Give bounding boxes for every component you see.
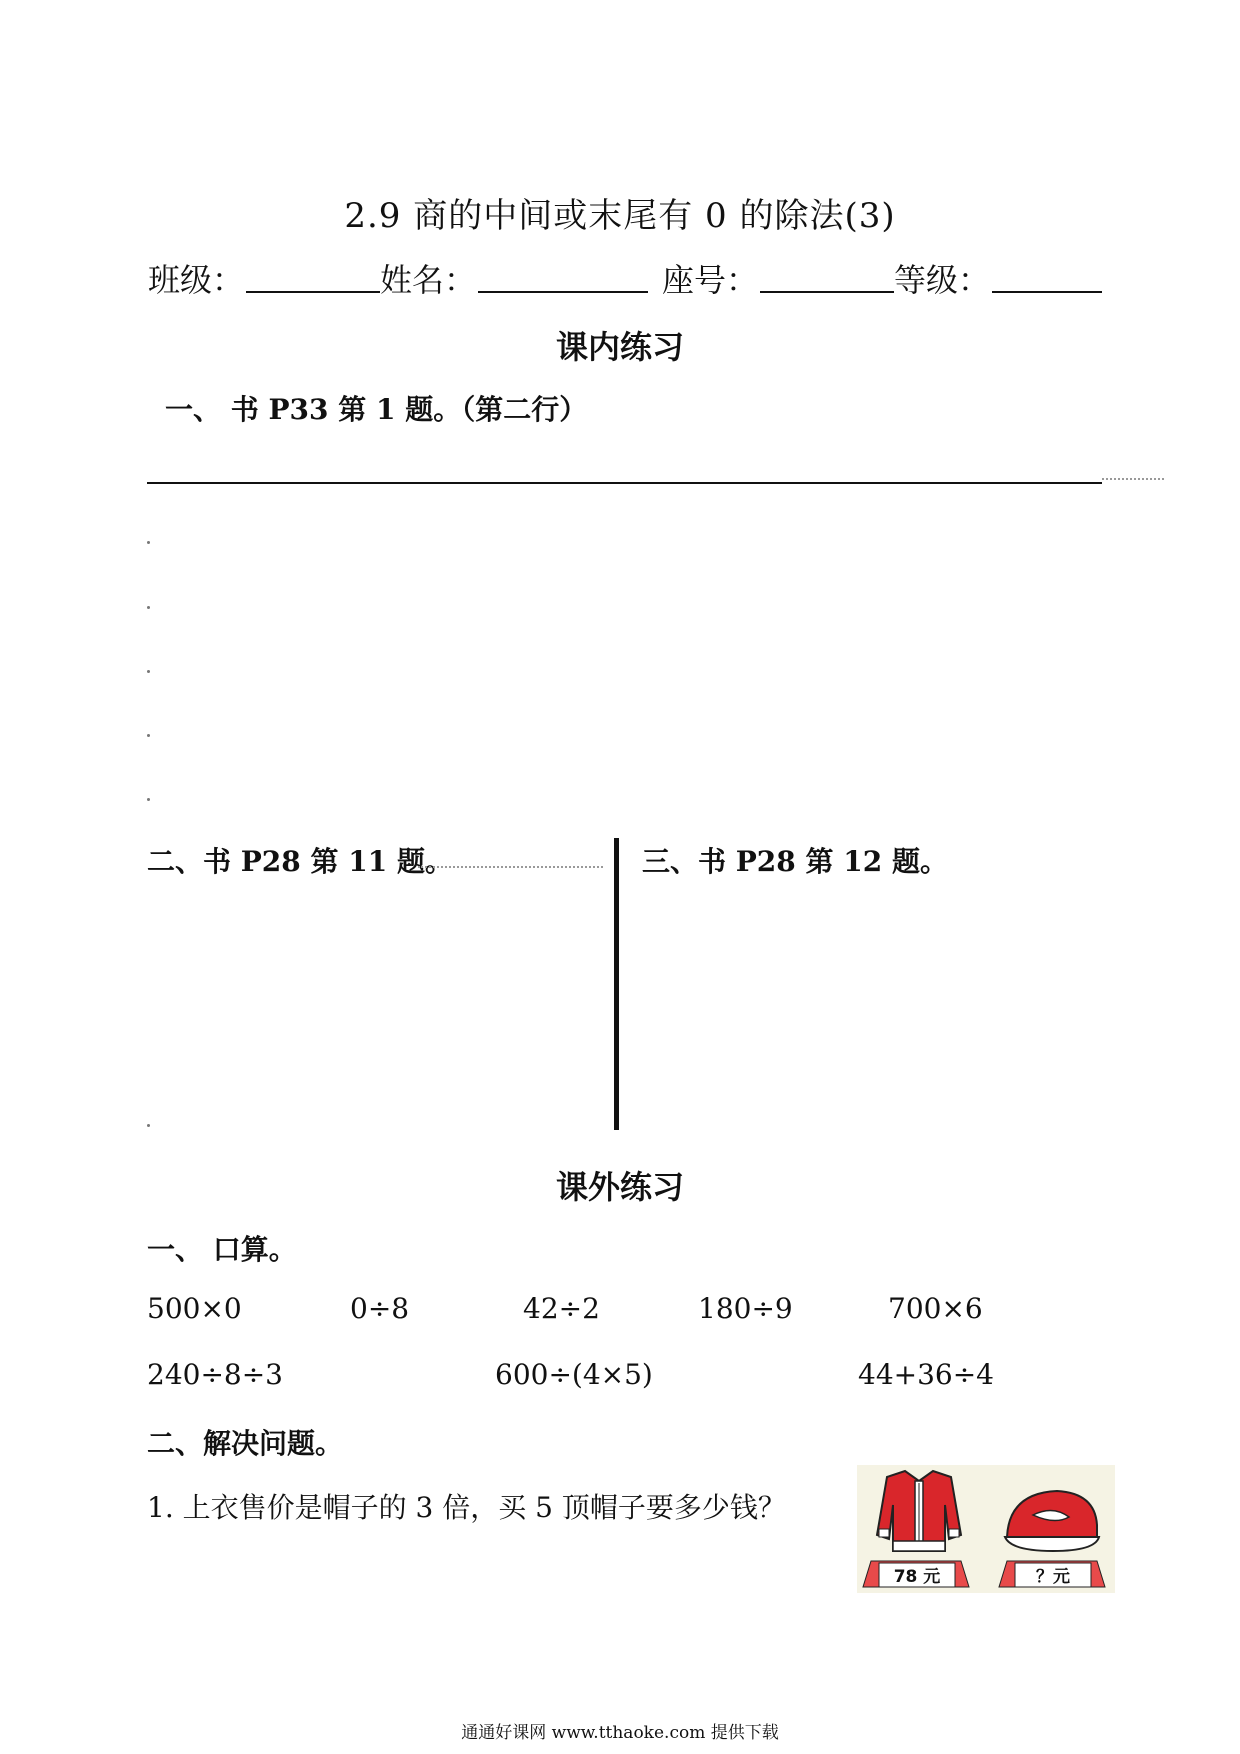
- in-class-heading: 课内练习: [555, 328, 684, 366]
- page-title: 2.9 商的中间或末尾有 0 的除法(3): [344, 196, 896, 236]
- margin-dot: [147, 1124, 150, 1127]
- jacket-cap-picture: [857, 1465, 1115, 1593]
- dotted-extension: [1102, 478, 1164, 480]
- footer-credit: 通通好课网 www.tthaoke.com 提供下载: [461, 1723, 779, 1743]
- dotted-fill: [418, 866, 603, 868]
- section-word-problems: 二、解决问题。: [147, 1427, 344, 1460]
- answer-line: [147, 482, 1102, 484]
- jacket-cap-illustration: [857, 1465, 1115, 1593]
- jacket-price-label: 78 元: [893, 1567, 941, 1587]
- seat-blank[interactable]: [760, 291, 894, 293]
- cap-icon: [1005, 1491, 1099, 1551]
- calc-item: 600÷(4×5): [495, 1358, 653, 1391]
- margin-dot: [147, 670, 150, 673]
- calc-item: 42÷2: [523, 1292, 600, 1325]
- calc-item: 0÷8: [350, 1292, 410, 1325]
- seat-label: 座号：: [662, 261, 759, 299]
- name-label: 姓名：: [380, 261, 477, 299]
- calc-item: 700×6: [888, 1292, 983, 1325]
- question-1: 一、 书 P33 第 1 题。（第二行）: [165, 393, 588, 426]
- margin-dot: [147, 541, 150, 544]
- name-blank[interactable]: [478, 291, 648, 293]
- divider-bar: [614, 838, 619, 1130]
- class-blank[interactable]: [246, 291, 380, 293]
- section-mental-math: 一、 口算。: [147, 1233, 297, 1266]
- calc-item: 180÷9: [698, 1292, 793, 1325]
- margin-dot: [147, 798, 150, 801]
- calc-item: 240÷8÷3: [147, 1358, 283, 1391]
- problem-1: 1. 上衣售价是帽子的 3 倍，买 5 顶帽子要多少钱？: [147, 1491, 786, 1524]
- cap-price-label: ？元: [1036, 1567, 1070, 1587]
- margin-dot: [147, 734, 150, 737]
- question-2: 二、书 P28 第 11 题。: [147, 845, 453, 878]
- grade-label: 等级：: [894, 261, 991, 299]
- calc-item: 44+36÷4: [858, 1358, 994, 1391]
- margin-dot: [147, 606, 150, 609]
- class-label: 班级：: [148, 261, 245, 299]
- question-3: 三、书 P28 第 12 题。: [642, 845, 948, 878]
- grade-blank[interactable]: [992, 291, 1102, 293]
- after-class-heading: 课外练习: [555, 1168, 684, 1206]
- calc-item: 500×0: [147, 1292, 242, 1325]
- jacket-icon: [877, 1471, 961, 1551]
